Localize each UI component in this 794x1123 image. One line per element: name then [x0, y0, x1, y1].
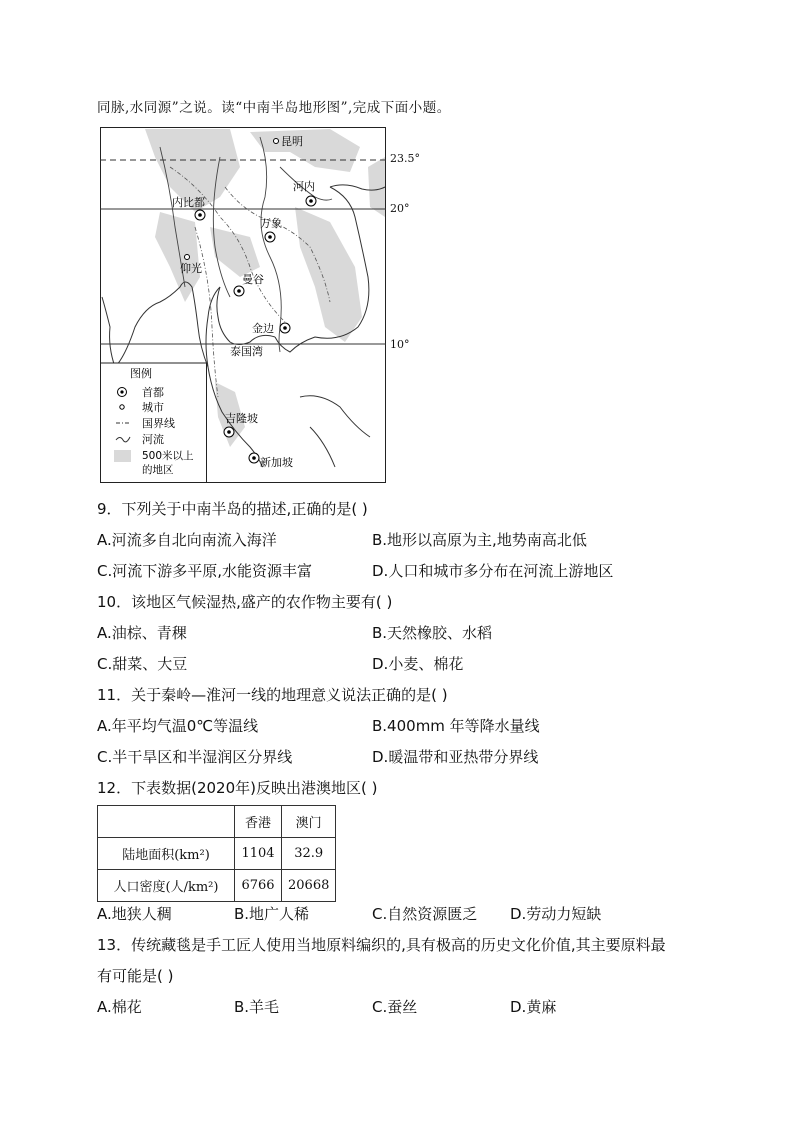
q10-option-d[interactable]: D.小麦、棉花: [372, 655, 464, 673]
q12-option-a[interactable]: A.地狭人稠: [97, 905, 172, 923]
intro-text: 同脉,水同源”之说。读“中南半岛地形图”,完成下面小题。: [97, 100, 451, 116]
table-header-hk: 香港: [235, 806, 282, 838]
lat-label-23-5: 23.5°: [390, 152, 420, 165]
table-row-label: 陆地面积(km²): [98, 838, 235, 870]
kualalumpur-label: 吉隆坡: [225, 412, 258, 425]
q12-option-d[interactable]: D.劳动力短缺: [510, 905, 602, 923]
q11-option-d[interactable]: D.暖温带和亚热带分界线: [372, 748, 539, 766]
q10-option-b[interactable]: B.天然橡胶、水稻: [372, 624, 493, 642]
q9-option-a[interactable]: A.河流多自北向南流入海洋: [97, 531, 277, 549]
table-corner-cell: [98, 806, 235, 838]
bangkok-label: 曼谷: [242, 273, 264, 286]
question-12-stem: 12．下表数据(2020年)反映出港澳地区( ): [97, 779, 378, 797]
legend-capital: 首都: [142, 386, 164, 399]
q9-option-d[interactable]: D.人口和城市多分布在河流上游地区: [372, 562, 614, 580]
singapore-label: 新加坡: [260, 456, 293, 469]
q10-option-c[interactable]: C.甜菜、大豆: [97, 655, 188, 673]
q10-option-a[interactable]: A.油棕、青稞: [97, 624, 187, 642]
q13-option-d[interactable]: D.黄麻: [510, 998, 557, 1016]
q13-option-b[interactable]: B.羊毛: [234, 998, 280, 1016]
question-13-stem-line2: 有可能是( ): [97, 967, 174, 985]
yangon-label: 仰光: [180, 262, 202, 275]
kunming-label: 昆明: [281, 135, 303, 148]
legend-elevation-2: 的地区: [142, 464, 174, 476]
q11-option-a[interactable]: A.年平均气温0℃等温线: [97, 717, 259, 735]
lat-label-10: 10°: [390, 338, 410, 351]
legend-title: 图例: [130, 367, 152, 380]
q9-option-c[interactable]: C.河流下游多平原,水能资源丰富: [97, 562, 313, 580]
table-header-macau: 澳门: [282, 806, 336, 838]
q12-option-b[interactable]: B.地广人稀: [234, 905, 310, 923]
q13-option-a[interactable]: A.棉花: [97, 998, 142, 1016]
table-cell: 6766: [235, 870, 282, 902]
q13-option-c[interactable]: C.蚕丝: [372, 998, 418, 1016]
hanoi-label: 河内: [293, 180, 315, 193]
question-11-stem: 11．关于秦岭—淮河一线的地理意义说法正确的是( ): [97, 686, 448, 704]
legend-river: 河流: [142, 433, 164, 446]
vientiane-label: 万象: [260, 217, 282, 230]
map-legend: [101, 363, 207, 483]
lat-label-20: 20°: [390, 202, 410, 215]
map-svg: [100, 127, 386, 483]
indochina-map: [100, 127, 386, 483]
question-10-stem: 10．该地区气候湿热,盛产的农作物主要有( ): [97, 593, 393, 611]
table-cell: 1104: [235, 838, 282, 870]
naypyidaw-label: 内比都: [172, 196, 205, 209]
question-9-stem: 9．下列关于中南半岛的描述,正确的是( ): [97, 500, 368, 518]
table-header-row: [98, 806, 336, 838]
q9-option-b[interactable]: B.地形以高原为主,地势南高北低: [372, 531, 587, 549]
table-cell: 20668: [282, 870, 336, 902]
table-cell: 32.9: [282, 838, 336, 870]
kunming-dot: [274, 139, 279, 144]
legend-city: 城市: [142, 401, 164, 414]
table-row: [98, 838, 336, 870]
q11-option-b[interactable]: B.400mm 年等降水量线: [372, 717, 540, 735]
question-13-stem-line1: 13．传统藏毯是手工匠人使用当地原料编织的,具有极高的历史文化价值,其主要原料最: [97, 936, 666, 954]
legend-elevation-1: 500米以上: [142, 450, 194, 462]
gulf-label: 泰国湾: [230, 345, 263, 358]
q12-option-c[interactable]: C.自然资源匮乏: [372, 905, 478, 923]
q11-option-c[interactable]: C.半干旱区和半湿润区分界线: [97, 748, 293, 766]
legend-border: 国界线: [142, 417, 175, 430]
table-row: [98, 870, 336, 902]
table-row-label: 人口密度(人/km²): [98, 870, 235, 902]
yangon-dot: [185, 255, 190, 260]
hk-macau-table: [97, 805, 336, 902]
phnompenh-label: 金边: [252, 322, 274, 335]
